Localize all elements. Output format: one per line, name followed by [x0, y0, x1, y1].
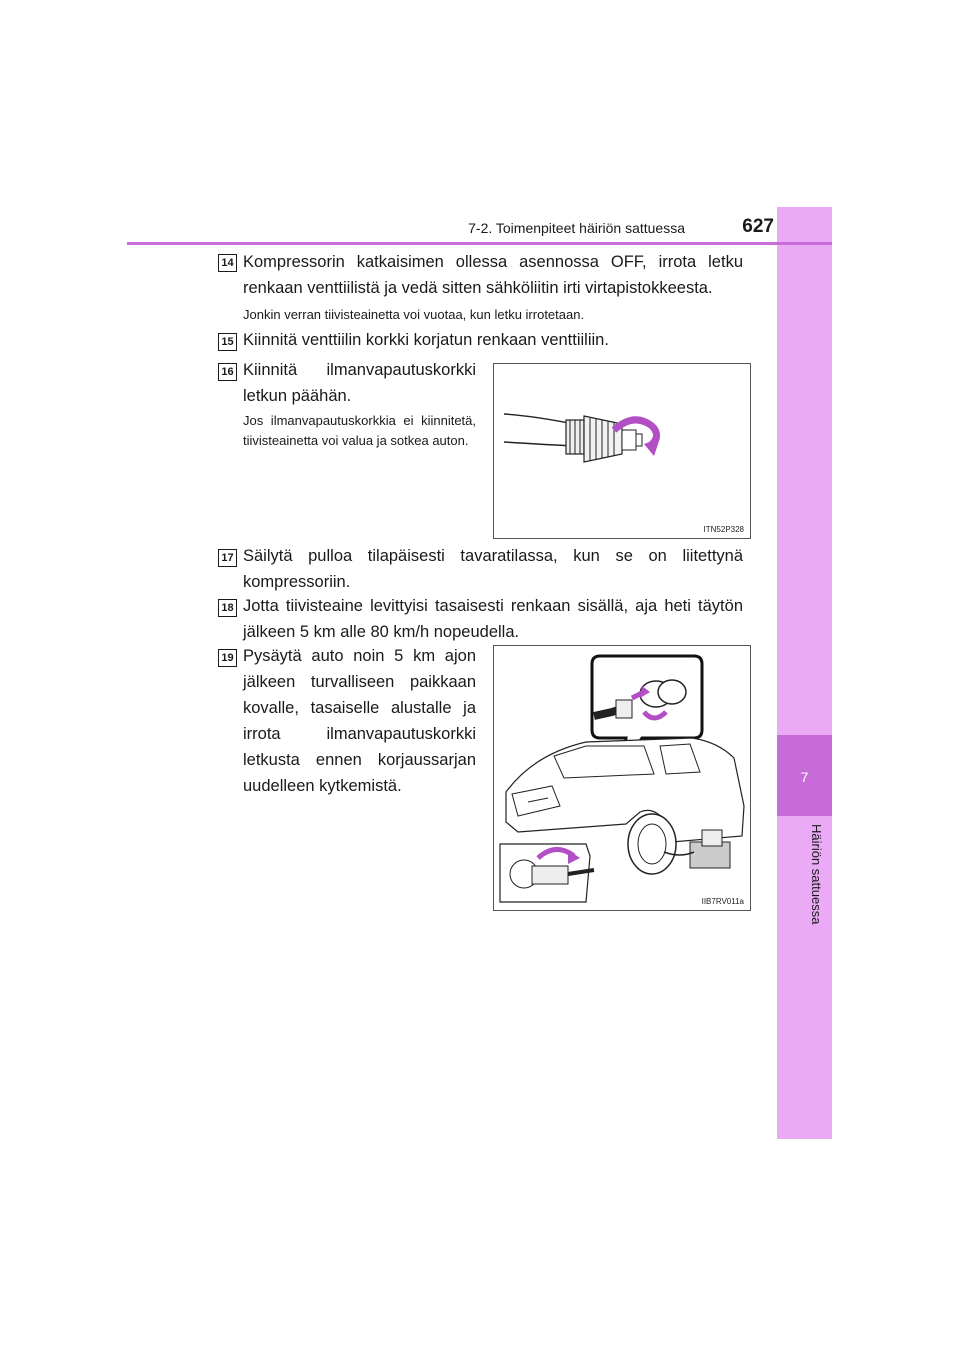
hose-cap-icon — [494, 364, 750, 538]
step-text-17: Säilytä pulloa tilapäisesti tavaratilassa, kun se on liitettynä kompressoriin. — [243, 547, 743, 591]
step-number-18: 18 — [218, 599, 237, 617]
step-number-17: 17 — [218, 549, 237, 567]
chapter-title: Häiriön sattuessa — [809, 824, 824, 925]
step-text-14: Kompressorin katkaisimen ollessa asennossa OFF, irrota letku renkaan venttiilistä ja vedä sitten sähköliitin irti virtapistokkeesta. — [243, 253, 743, 297]
step-note-14: Jonkin verran tiivisteainetta voi vuotaa, kun letku irrotetaan. — [243, 307, 585, 322]
step-number-14: 14 — [218, 254, 237, 272]
figure-code: ITN52P328 — [703, 525, 744, 534]
chapter-number: 7 — [800, 769, 809, 785]
page-number: 627 — [742, 216, 774, 237]
step-number-19: 19 — [218, 649, 237, 667]
step-text-19: Pysäytä auto noin 5 km ajon jälkeen turvalliseen paikkaan kovalle, tasaiselle alustalle ja irrota ilmanvapautuskorkki letkusta ennen korjaussarjan uudelleen kytkemistä. — [243, 647, 476, 795]
chapter-side-tab — [777, 207, 832, 1139]
step-text-16: Kiinnitä ilmanvapautuskorkki letkun päähän. — [243, 361, 476, 405]
figure-code: IIB7RV011a — [701, 897, 744, 906]
step-number-15: 15 — [218, 333, 237, 351]
hose-cap-figure — [493, 363, 751, 539]
car-repair-kit-icon — [494, 646, 750, 910]
header-rule — [127, 242, 832, 245]
step-text-15: Kiinnitä venttiilin korkki korjatun renkaan venttiiliin. — [243, 331, 609, 349]
step-note-16: Jos ilmanvapautuskorkkia ei kiinnitetä, tiivisteainetta voi valua ja sotkea auton. — [243, 413, 476, 448]
car-repair-figure — [493, 645, 751, 911]
step-number-16: 16 — [218, 363, 237, 381]
section-title: 7-2. Toimenpiteet häiriön sattuessa — [468, 220, 685, 236]
step-text-18: Jotta tiivisteaine levittyisi tasaisesti renkaan sisällä, aja heti täytön jälkeen 5 km alle 80 km/h nopeudella. — [243, 597, 743, 641]
